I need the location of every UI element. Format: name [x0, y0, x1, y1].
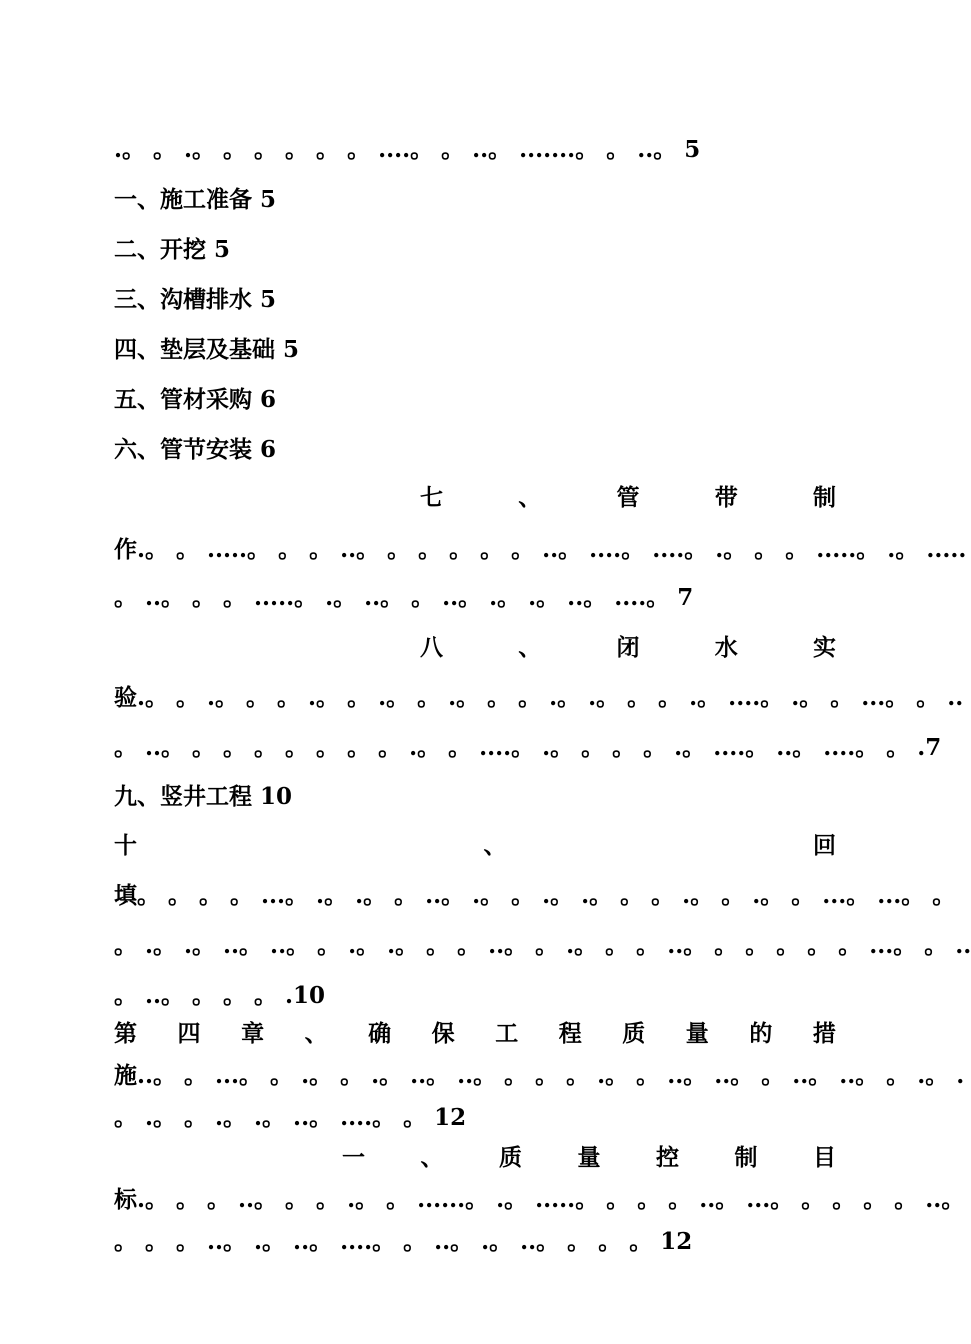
- toc-leader-line: 作.。 。 .....。 。 。 ..。 。 。 。 。 。 ..。 ....。 ....。 .。 。 。 .....。 .。 .....: [114, 536, 967, 563]
- char: 程: [558, 1020, 582, 1047]
- char: 四: [177, 1020, 201, 1047]
- toc-leader-line: 填。 。 。 。 ...。 .。 .。 。 ..。 .。 。 .。 .。 。 。 .。 。 .。 。 ...。 ...。 。: [114, 882, 956, 909]
- char: 十: [114, 832, 137, 859]
- char: 工: [495, 1020, 519, 1047]
- toc-leader-line: 。 .。 。 .。 .。 ..。 ....。 。 12: [114, 1104, 467, 1131]
- char: 第: [114, 1020, 137, 1047]
- char: 保: [431, 1020, 455, 1047]
- char: 制: [813, 484, 836, 511]
- toc-entry-chapter-4-heading: [114, 1018, 836, 1050]
- toc-leader-line: 标.。 。 。 ..。 。 。 .。 。 ......。 .。 .....。 。 。 。 ..。 ...。 。 。 。 。 ..。: [114, 1186, 965, 1213]
- char: 、: [483, 832, 507, 859]
- toc-entry-pipe-installation: 六、管节安装 6: [114, 436, 277, 463]
- toc-entry: .。 。 .。 。 。 。 。 。 ....。 。 ..。 .......。 。 ..。 5: [114, 136, 701, 163]
- char: 控: [656, 1144, 679, 1171]
- char: 、: [304, 1020, 328, 1047]
- toc-entry-closed-water-test-heading: [114, 632, 836, 664]
- toc-leader-line: 。 ..。 。 。 。 。 。 。 。 .。 。 ....。 .。 。 。 。 .。 ....。 ..。 ....。 。 .7: [114, 734, 942, 761]
- char: 回: [813, 832, 836, 859]
- char: 带: [714, 484, 738, 511]
- toc-entry-cushion-foundation: 四、垫层及基础 5: [114, 336, 300, 363]
- char: 一: [342, 1144, 365, 1171]
- char: 措: [812, 1020, 836, 1047]
- char: 量: [685, 1020, 709, 1047]
- toc-leader-line: 验.。 。 .。 。 。 .。 。 .。 。 .。 。 。 .。 .。 。 。 .。 ....。 .。 。 ...。 。 ..: [114, 684, 964, 711]
- char: 量: [577, 1144, 601, 1171]
- toc-leader-line: 。 。 。 ..。 .。 ..。 ....。 。 ..。 .。 ..。 。 。 。 12: [114, 1228, 693, 1255]
- char: 闭: [616, 634, 640, 661]
- toc-entry-pipe-band-heading: [114, 482, 836, 514]
- toc-entry-pipe-procurement: 五、管材采购 6: [114, 386, 277, 413]
- toc-leader-line: 。 ..。 。 。 .....。 .。 ..。 。 ..。 .。 .。 ..。 ....。 7: [114, 584, 694, 611]
- char: 章: [241, 1020, 265, 1047]
- char: 实: [813, 634, 836, 661]
- toc-entry-trench-drainage: 三、沟槽排水 5: [114, 286, 277, 313]
- toc-leader-line: 。 ..。 。 。 。 .10: [114, 982, 326, 1009]
- char: 目: [813, 1144, 836, 1171]
- char: 、: [518, 634, 542, 661]
- toc-entry-quality-goal-heading: [114, 1142, 836, 1174]
- char: 质: [622, 1020, 646, 1047]
- toc-entry-shaft-works: 九、竖井工程 10: [114, 783, 293, 810]
- char: 确: [368, 1020, 392, 1047]
- toc-entry-construction-prep: 一、施工准备 5: [114, 186, 277, 213]
- char: 的: [749, 1020, 773, 1047]
- toc-entry-backfill-heading: [114, 830, 836, 862]
- toc-leader-line: 施..。 。 ...。 。 .。 。 .。 ..。 ..。 。 。 。 .。 。 ..。 ..。 。 ..。 ..。 。 .。 .: [114, 1062, 965, 1089]
- char: 质: [499, 1144, 522, 1171]
- char: 、: [518, 484, 542, 511]
- toc-leader-line: 。 .。 .。 ..。 ..。 。 .。 .。 。 。 ..。 。 .。 。 。 ..。 。 。 。 。 。 ...。 。 ..: [114, 932, 971, 959]
- char: 七: [420, 484, 443, 511]
- char: 、: [420, 1144, 444, 1171]
- char: 制: [734, 1144, 758, 1171]
- toc-entry-excavation: 二、开挖 5: [114, 236, 231, 263]
- char: 八: [420, 634, 443, 661]
- char: 水: [714, 634, 738, 661]
- char: 管: [616, 484, 640, 511]
